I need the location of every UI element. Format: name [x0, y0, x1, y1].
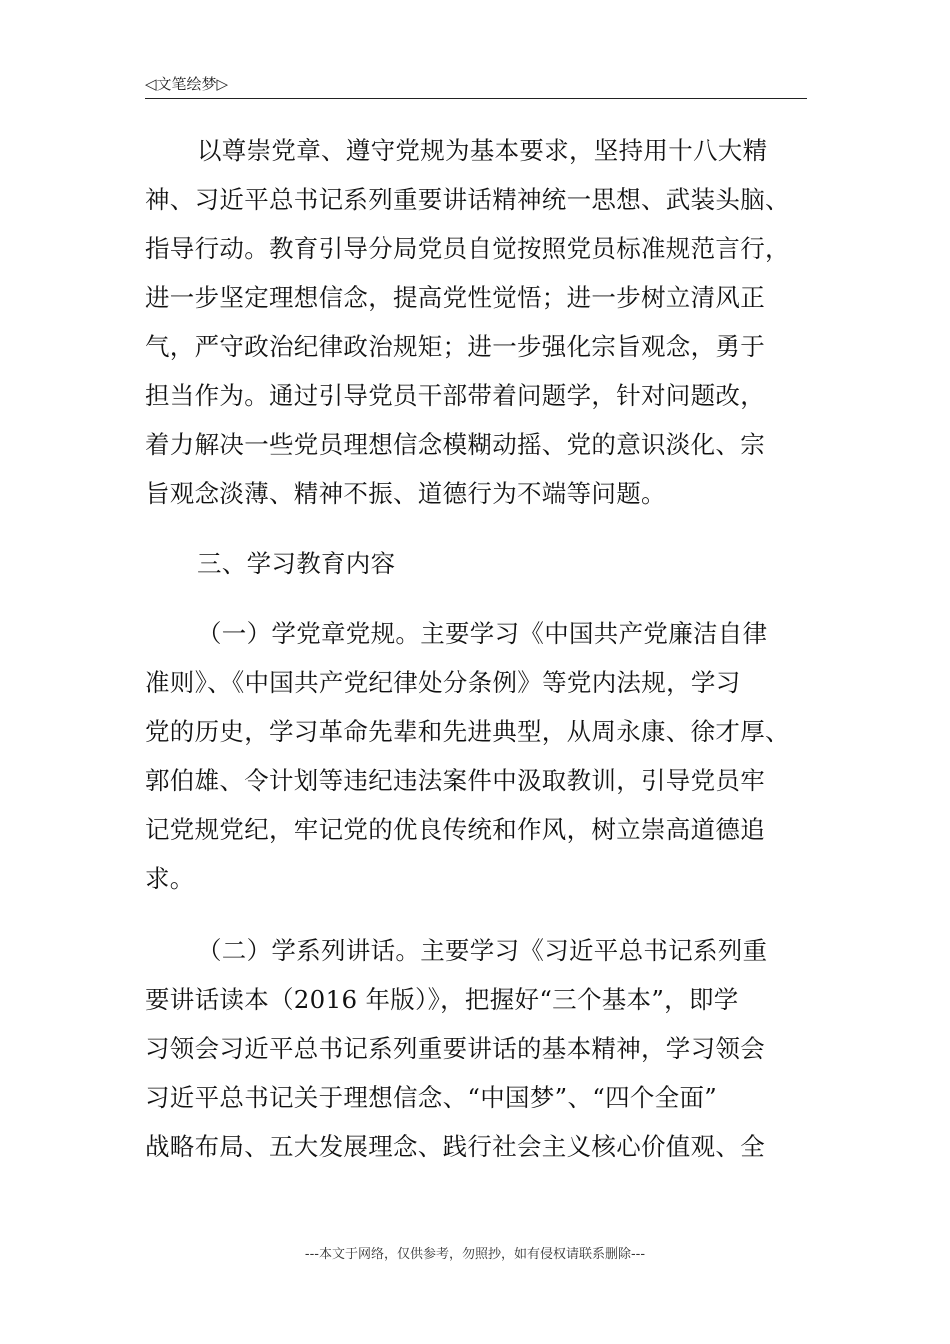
text-line: 着力解决一些党员理想信念模糊动摇、党的意识淡化、宗	[145, 430, 765, 459]
text-line: 要讲话读本（2016 年版）》，把握好“三个基本”，即学	[145, 985, 739, 1014]
text-line: 神、习近平总书记系列重要讲话精神统一思想、武装头脑、	[145, 185, 790, 214]
text-line: 习领会习近平总书记系列重要讲话的基本精神，学习领会	[145, 1034, 765, 1063]
paragraph-objectives	[145, 126, 813, 518]
text-line: 战略布局、五大发展理念、践行社会主义核心价值观、全	[145, 1132, 765, 1161]
text-line: 记党规党纪，牢记党的优良传统和作风，树立崇高道德追	[145, 815, 765, 844]
section-heading	[145, 539, 813, 588]
text-line: 进一步坚定理想信念，提高党性觉悟；进一步树立清风正	[145, 283, 765, 312]
text-line: （一）学党章党规。主要学习《中国共产党廉洁自律	[197, 619, 768, 648]
document-body	[145, 126, 813, 1171]
text-line: 准则》、《中国共产党纪律处分条例》等党内法规，学习	[145, 668, 741, 697]
text-line: 旨观念淡薄、精神不振、道德行为不端等问题。	[145, 479, 666, 508]
page-header	[145, 74, 807, 99]
text-line: 以尊崇党章、遵守党规为基本要求，坚持用十八大精	[197, 136, 768, 165]
page-footer: ---本文于网络，仅供参考，勿照抄，如有侵权请联系删除---	[304, 1247, 646, 1262]
text-line: 指导行动。教育引导分局党员自觉按照党员标准规范言行，	[145, 234, 790, 263]
paragraph-speeches	[145, 926, 813, 1171]
paragraph-party-rules	[145, 609, 813, 903]
text-line: 党的历史，学习革命先辈和先进典型，从周永康、徐才厚、	[145, 717, 790, 746]
header-text: ◁文笔绘梦▷	[145, 75, 229, 93]
text-line: 担当作为。通过引导党员干部带着问题学，针对问题改，	[145, 381, 765, 410]
text-line: （二）学系列讲话。主要学习《习近平总书记系列重	[197, 936, 768, 965]
text-line: 气，严守政治纪律政治规矩；进一步强化宗旨观念，勇于	[145, 332, 765, 361]
section-title: 三、学习教育内容	[197, 549, 396, 578]
text-line: 求。	[145, 864, 195, 893]
text-line: 习近平总书记关于理想信念、“中国梦”、“四个全面”	[145, 1083, 718, 1112]
text-line: 郭伯雄、令计划等违纪违法案件中汲取教训，引导党员牢	[145, 766, 765, 795]
